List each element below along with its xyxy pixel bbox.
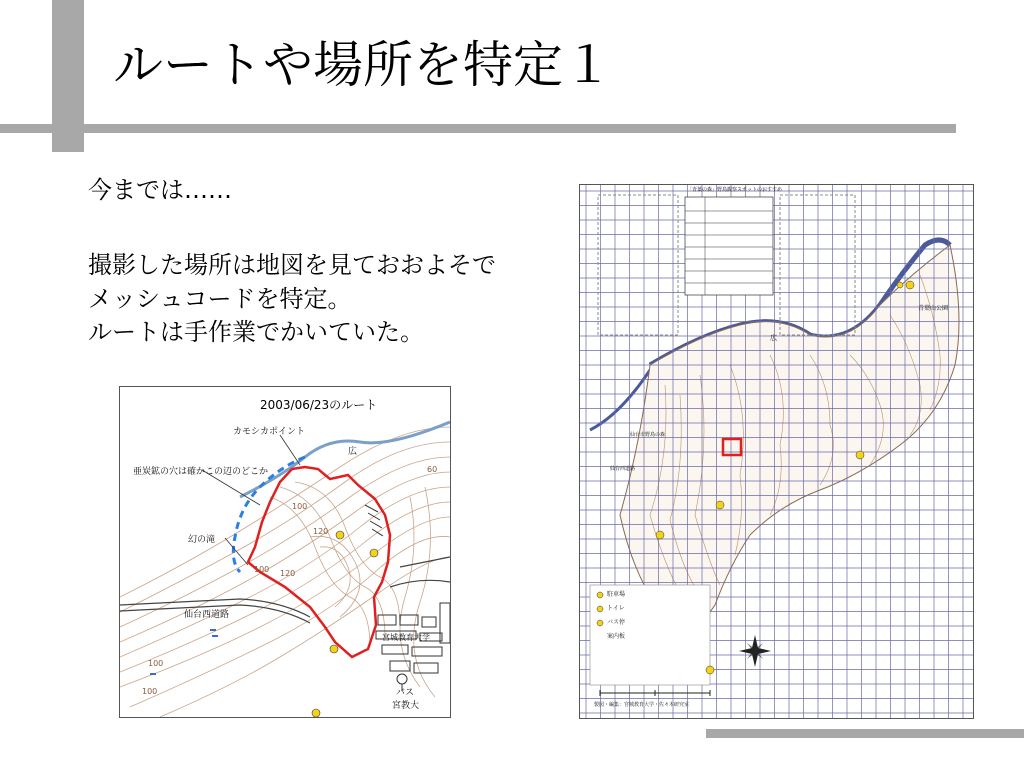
route-map-figure bbox=[119, 386, 451, 718]
label-university: 宮城教育大学 bbox=[382, 633, 430, 642]
decorative-title-underline bbox=[0, 124, 956, 133]
label-bus: バス bbox=[396, 688, 415, 698]
label-road: 仙台西道路 bbox=[184, 610, 230, 620]
route-map-caption: 2003/06/23のルート bbox=[260, 398, 378, 412]
map-legend-item: トイレ bbox=[607, 605, 625, 612]
map-legend-item: 案内板 bbox=[607, 633, 626, 640]
grid-map-drawing bbox=[580, 185, 973, 718]
map-legend-item: 駐車場 bbox=[607, 591, 626, 598]
body-line-4: ルートは手作業でかいていた。 bbox=[88, 318, 424, 346]
decorative-bottom-bar bbox=[706, 729, 1024, 738]
label-kamoshika-point: カモシカポイント bbox=[233, 427, 306, 437]
map-label-road: 仙台西道路 bbox=[610, 466, 636, 472]
compass-rose-icon bbox=[739, 635, 771, 667]
body-line-1: 今までは…… bbox=[88, 176, 232, 204]
contour-label: 120 bbox=[313, 527, 329, 536]
contour-label: 100 bbox=[148, 659, 164, 668]
page-title: ルートや場所を特定１ bbox=[113, 36, 613, 94]
label-river: 広 bbox=[348, 447, 358, 457]
label-campus-area: 宮教大 bbox=[392, 701, 420, 711]
label-lignite-hole: 亜炭鉱の穴は確かこの辺のどこか bbox=[133, 467, 269, 477]
map-label-place: 広 bbox=[770, 334, 777, 342]
map-footer: 製図・編集：宮城教育大学・佐々木研究室 bbox=[594, 702, 690, 708]
map-label-forest: 仙台市野鳥の森 bbox=[630, 432, 666, 438]
map-table-title: 「青葉の森」野鳥観察スポットのおすすめ bbox=[687, 187, 783, 193]
grid-area-map bbox=[579, 184, 974, 719]
map-legend-item: バス停 bbox=[607, 619, 626, 626]
contour-label: 100 bbox=[254, 565, 270, 574]
body-line-2: 撮影した場所は地図を見ておおよそで bbox=[88, 251, 496, 279]
map-label-park: 青葉山公園 bbox=[918, 305, 949, 312]
contour-label: 100 bbox=[142, 687, 158, 696]
contour-label: 100 bbox=[292, 502, 308, 511]
contour-label: 60 bbox=[427, 465, 438, 474]
contour-label: 120 bbox=[280, 569, 296, 578]
label-waterfall: 幻の滝 bbox=[188, 535, 216, 545]
body-line-3: メッシュコードを特定。 bbox=[88, 285, 352, 313]
